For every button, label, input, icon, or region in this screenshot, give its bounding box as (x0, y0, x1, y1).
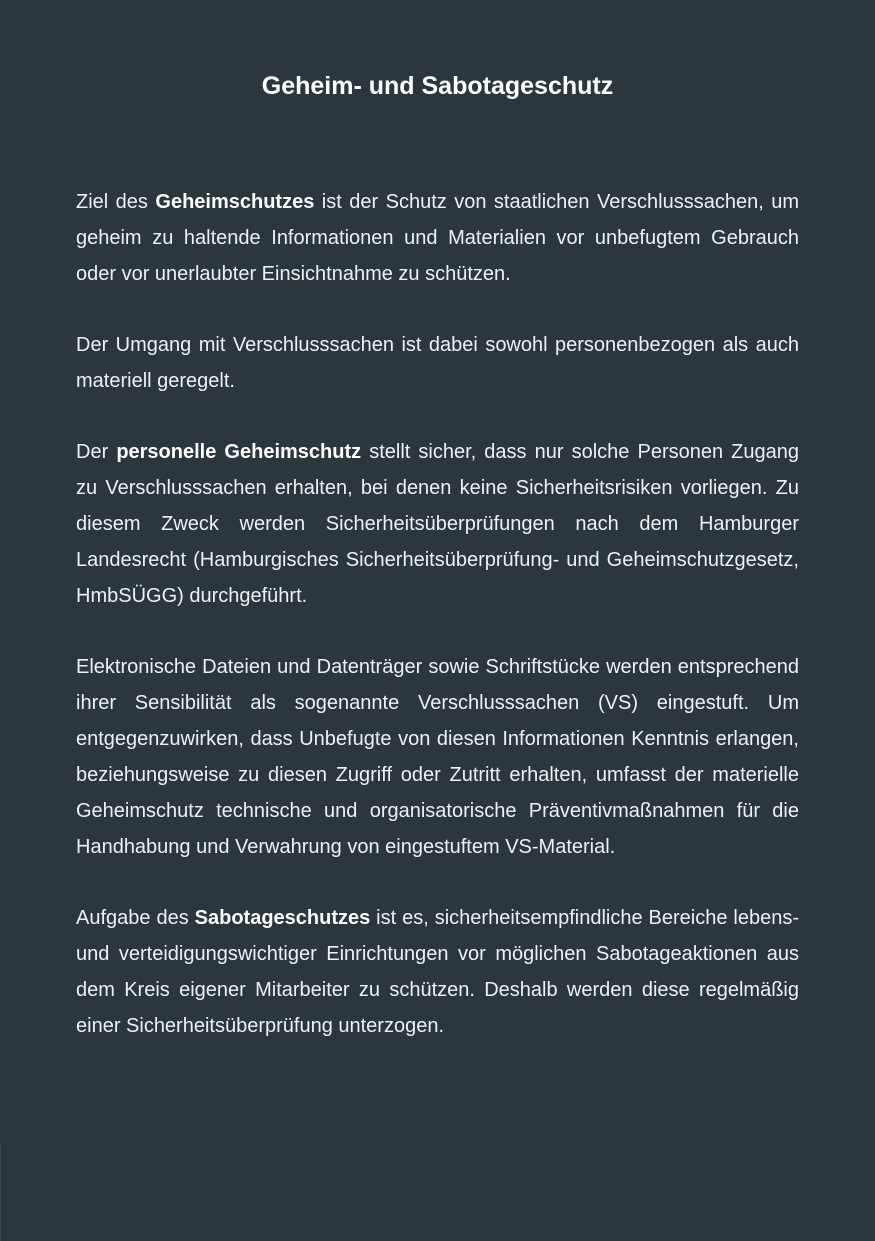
paragraph-materieller-geheimschutz (76, 649, 799, 865)
paragraph-text: Elektronische Dateien und Datenträger sowie Schriftstücke werden entsprechend ihrer Sensibilität als sogenannte Verschlusssachen (VS) eingestuft. Um entgegenzuwirken, dass Unbefugte von diesen Informationen Kenntnis erlangen, beziehungsweise zu diesen Zugriff oder Zutritt erhalten, umfasst der materielle Geheimschutz technische und organisatorische Präventivmaßnahmen für die Handhabung und Verwahrung von eingestuftem VS-Material. (76, 656, 799, 858)
emphasis-sabotageschutzes: Sabotageschutzes (194, 907, 371, 929)
paragraph-verschlusssachen-umgang (76, 327, 799, 399)
paragraph-text: Aufgabe des (76, 907, 195, 929)
page-edge-divider (0, 1143, 1, 1241)
paragraph-text: ist es, sicherheitsempfindliche Bereiche lebens- und verteidigungswichtiger Einrichtungen vor möglichen Sabotageaktionen aus dem Kreis eigener Mitarbeiter zu schützen. Deshalb werden diese regelmäßig einer Sicherheitsüberprüfung unterzogen. (76, 907, 800, 1037)
paragraph-text: Ziel des (76, 191, 156, 213)
paragraph-sabotageschutz (76, 900, 799, 1044)
page-title: Geheim- und Sabotageschutz (261, 72, 614, 100)
emphasis-personelle-geheimschutz: personelle Geheimschutz (116, 441, 362, 463)
paragraph-text: Der Umgang mit Verschlusssachen ist dabei sowohl personenbezogen als auch materiell geregelt. (76, 334, 799, 392)
paragraph-text: stellt sicher, dass nur solche Personen Zugang zu Verschlusssachen erhalten, bei denen keine Sicherheitsrisiken vorliegen. Zu diesem Zweck werden Sicherheitsüberprüfungen nach dem Hamburger Landesrecht (Hamburgisches Sicherheitsüberprüfung- und Geheimschutzgesetz, HmbSÜGG) durchgeführt. (76, 441, 800, 607)
paragraph-geheimschutz-goal (76, 184, 799, 292)
paragraph-text: ist der Schutz von staatlichen Verschlusssachen, um geheim zu haltende Informationen und Materialien vor unbefugtem Gebrauch oder vor unerlaubter Einsichtnahme zu schützen. (76, 191, 799, 285)
paragraph-text: Der (76, 441, 117, 463)
paragraph-personeller-geheimschutz (76, 434, 799, 614)
emphasis-geheimschutzes: Geheimschutzes (155, 191, 315, 213)
